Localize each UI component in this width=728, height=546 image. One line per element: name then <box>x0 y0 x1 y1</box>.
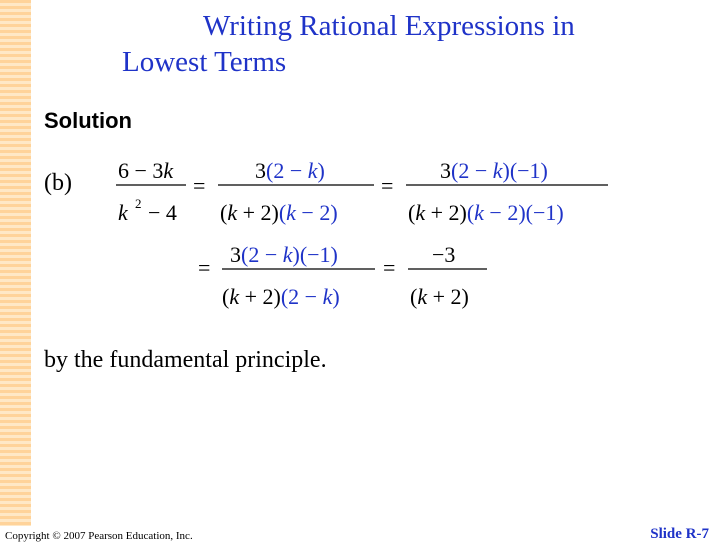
svg-text:(k + 2)(k − 2): (k + 2)(k − 2) <box>220 200 338 225</box>
conclusion-text: by the fundamental principle. <box>44 347 327 373</box>
part-label: (b) <box>44 170 72 196</box>
fraction-factored <box>218 158 374 225</box>
svg-text:− 4: − 4 <box>148 200 177 225</box>
fraction-rearranged <box>222 242 375 309</box>
svg-text:(k + 2)(k − 2)(−1): (k + 2)(k − 2)(−1) <box>408 200 564 225</box>
equals-sign: = <box>383 255 396 280</box>
svg-text:−3: −3 <box>432 242 456 267</box>
solution-heading: Solution <box>44 108 132 133</box>
title-line-2: Lowest Terms <box>122 46 287 78</box>
equals-sign: = <box>193 173 206 198</box>
copyright-notice: Copyright © 2007 Pearson Education, Inc. <box>5 530 193 542</box>
svg-text:3(2 − k)(−1): 3(2 − k)(−1) <box>440 158 548 183</box>
equals-sign: = <box>381 173 394 198</box>
fraction-original <box>116 158 186 225</box>
svg-text:3(2 − k)(−1): 3(2 − k)(−1) <box>230 242 338 267</box>
title-line-1: Writing Rational Expressions in <box>203 10 575 42</box>
slide-number: Slide R-7 <box>650 526 709 542</box>
svg-text:6 − 3k: 6 − 3k <box>118 158 174 183</box>
fraction-result <box>408 242 487 309</box>
svg-text:(k + 2): (k + 2) <box>410 284 469 309</box>
svg-text:2: 2 <box>135 196 142 211</box>
svg-text:(k + 2)(2 − k): (k + 2)(2 − k) <box>222 284 340 309</box>
equals-sign: = <box>198 255 211 280</box>
svg-text:3(2 − k): 3(2 − k) <box>255 158 325 183</box>
fraction-multiplied-negative-one <box>406 158 608 225</box>
svg-text:k: k <box>118 200 128 225</box>
